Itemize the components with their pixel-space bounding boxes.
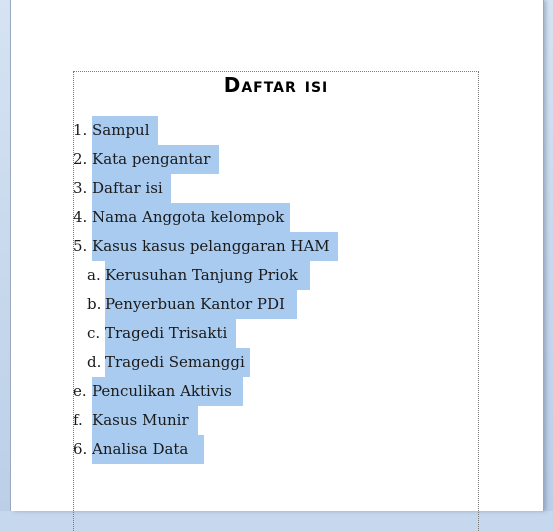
toc-item-number: f. bbox=[73, 411, 83, 429]
toc-item[interactable] bbox=[0, 435, 553, 464]
toc-item-label: Kerusuhan Tanjung Priok bbox=[105, 266, 298, 284]
toc-item[interactable] bbox=[0, 290, 553, 319]
toc-item-number: 4. bbox=[73, 208, 88, 226]
toc-item[interactable] bbox=[0, 348, 553, 377]
toc-item-label: Kata pengantar bbox=[92, 150, 211, 168]
toc-item-label: Tragedi Semanggi bbox=[105, 353, 245, 371]
toc-item-number: d. bbox=[87, 353, 102, 371]
toc-item-number: b. bbox=[87, 295, 102, 313]
toc-item-number: 6. bbox=[73, 440, 88, 458]
toc-item[interactable] bbox=[0, 319, 553, 348]
toc-item-number: c. bbox=[87, 324, 101, 342]
toc-item-label: Tragedi Trisakti bbox=[105, 324, 228, 342]
toc-item-label: Penculikan Aktivis bbox=[92, 382, 232, 400]
toc-item[interactable] bbox=[0, 116, 553, 145]
toc-item-label: Daftar isi bbox=[92, 179, 163, 197]
toc-item-label: Analisa Data bbox=[92, 440, 189, 458]
toc-item-number: 3. bbox=[73, 179, 88, 197]
toc-item[interactable] bbox=[0, 261, 553, 290]
toc-item[interactable] bbox=[0, 174, 553, 203]
toc-item-label: Penyerbuan Kantor PDI bbox=[105, 295, 285, 313]
toc-item[interactable] bbox=[0, 232, 553, 261]
toc-item-number: a. bbox=[87, 266, 101, 284]
toc-item[interactable] bbox=[0, 406, 553, 435]
toc-item-label: Kasus kasus pelanggaran HAM bbox=[92, 237, 330, 255]
toc-item[interactable] bbox=[0, 203, 553, 232]
document-title[interactable]: Daftar isi bbox=[223, 73, 329, 97]
toc-item-label: Kasus Munir bbox=[92, 411, 189, 429]
toc-item-number: 1. bbox=[73, 121, 88, 139]
toc-item-number: e. bbox=[73, 382, 87, 400]
toc-item[interactable] bbox=[0, 145, 553, 174]
toc-item-number: 2. bbox=[73, 150, 88, 168]
toc-item-label: Sampul bbox=[92, 121, 150, 139]
toc-item[interactable] bbox=[0, 377, 553, 406]
toc-item-label: Nama Anggota kelompok bbox=[92, 208, 285, 226]
toc-item-number: 5. bbox=[73, 237, 88, 255]
